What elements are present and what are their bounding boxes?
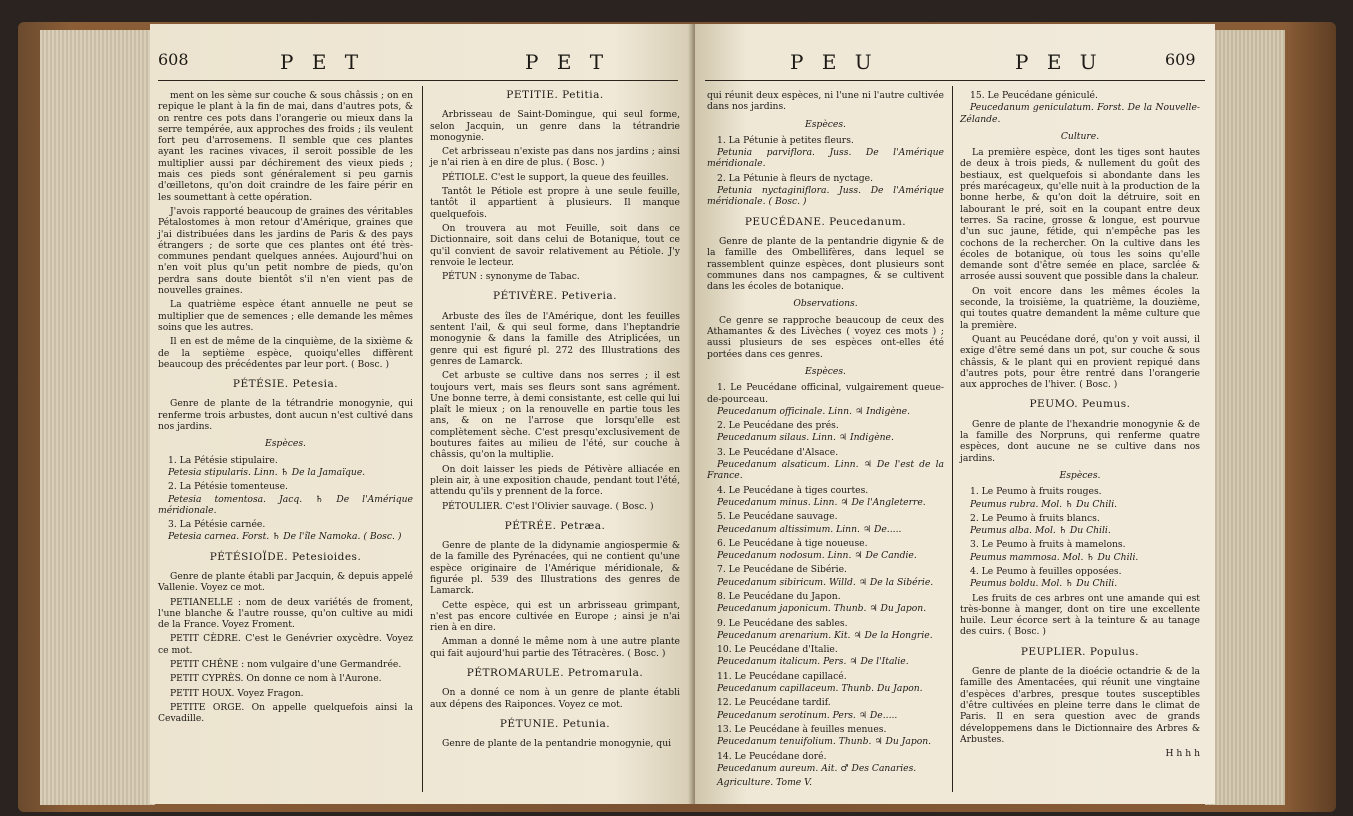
paragraph: Amman a donné le même nom à une autre plante qui fait aujourd'hui partie des Tétracères. ( Bosc. ) — [430, 636, 680, 659]
paragraph: La première espèce, dont les tiges sont hautes de deux à trois pieds, & nullement du goût des bestiaux, est quelquefois si abondante dans les prés marécageux, qu'elle nuit à la production de la bonne herbe, & qu'on doit la détruire, soit en labourant le pré, soit en la coupant entre deux terres. Sa racine, grosse & longue, est pourvue d'un suc jaune, fétide, qui n'empêche pas les cochons de la rechercher. On la cultive dans les écoles de botanique, où tous les soins qu'elle demande sont d'être semée en place, sarclée & arrosée aussi souvent que possible dans la chaleur. — [960, 147, 1200, 283]
species-name: 2. Le Peucédane des prés. — [717, 420, 839, 432]
column-rule — [422, 86, 423, 792]
species-name: 14. Le Peucédane doré. — [717, 750, 827, 762]
paragraph: Ce genre se rapproche beaucoup de ceux des Athamantes & des Livèches ( voyez ces mots ) ; aussi plusieurs de ses espèces ont-elles été portées dans ces genres. — [707, 314, 944, 360]
paragraph: Genre de plante de la dioécie octandrie & de la famille des Amentacées, qui réunit une vingtaine d'espèces d'arbres, presque toutes susceptibles d'être cultivées en pleine terre dans le climat de Paris. Il en sera question avec de grands développemens dans le Dictionnaire des Arbres & Arbustes. — [960, 666, 1200, 745]
paragraph: PETIT HOUX. Voyez Fragon. — [170, 687, 304, 699]
right-page-edges — [1205, 30, 1285, 805]
paragraph: Genre de plante établi par Jacquin, & depuis appelé Vallenie. Voyez ce mot. — [158, 570, 413, 594]
page-number-left: 608 — [158, 50, 189, 69]
entry-heading: PEUPLIER. Populus. — [1020, 645, 1140, 658]
species-latin: Peucedanum geniculatum. Forst. De la Nouvelle-Zélande. — [960, 102, 1200, 125]
entry-heading: PEUCÉDANE. Peucedanum. — [744, 215, 907, 228]
species-name: 7. Le Peucédane de Sibérie. — [717, 564, 847, 576]
species-name: 1. Le Peumo à fruits rouges. — [970, 486, 1102, 498]
paragraph: On a donné ce nom à un genre de plante établi aux dépens des Raiponces. Voyez ce mot. — [430, 687, 680, 710]
species-latin: Peucedanum capillaceum. Thunb. Du Japon. — [717, 683, 923, 695]
species-latin: Peucedanum sibiricum. Willd. ♃ De la Sibérie. — [717, 576, 934, 588]
species-latin: Petesia tomentosa. Jacq. ♄ De l'Amérique méridionale. — [158, 493, 413, 516]
paragraph: Il en est de même de la cinquième, de la sixième & de la septième espèce, quoiqu'elles diffèrent beaucoup des précédentes par leur port. ( Bosc. ) — [158, 336, 413, 370]
paragraph: Genre de plante de la tétrandrie monogynie, qui renferme trois arbustes, dont aucun n'est cultivé dans nos jardins. — [158, 398, 413, 433]
species-latin: Peucedanum minus. Linn. ♃ De l'Angleterre. — [717, 496, 926, 508]
species-name: 10. Le Peucédane d'Italie. — [717, 644, 838, 656]
header-rule — [158, 80, 678, 81]
species-name: 9. Le Peucédane des sables. — [717, 617, 848, 629]
paragraph: Cet arbuste se cultive dans nos serres ; il est toujours vert, mais ses fleurs sont sans agrément. Une bonne terre, à demi consistante, est celle qui lui plaît le mieux ; on la renouvelle en partie tous les ans, & on ne l'arrose que lorsqu'elle est complètement sèche. C'est presqu'exclusivement de boutures faites au milieu de l'été, sur couche à châssis, qu'on la multiplie. — [430, 370, 680, 461]
paragraph: On voit encore dans les mêmes écoles la seconde, la troisième, la quatrième, la douzième, qui toutes quatre demandent la même culture que la première. — [960, 285, 1200, 331]
entry-heading: PÉTÉSIOÏDE. Petesioides. — [209, 550, 362, 563]
header-rule — [705, 80, 1205, 81]
paragraph: Genre de plante de la pentandrie digynie & de la famille des Ombellifères, dans lequel se rassemblent quinze espèces, dont plusieurs sont communes dans nos campagnes, & se cultivent dans les écoles de botanique. — [707, 235, 944, 293]
species-name: 12. Le Peucédane tardif. — [717, 697, 831, 709]
paragraph: PÉTOULIER. C'est l'Olivier sauvage. ( Bosc. ) — [442, 500, 654, 512]
species-name: 8. Le Peucédane du Japon. — [717, 590, 841, 602]
species-latin: Peumus boldu. Mol. ♄ Du Chili. — [970, 578, 1118, 590]
paragraph: PETIT CÈDRE. C'est le Genévrier oxycèdre. Voyez ce mot. — [158, 633, 413, 656]
species-name: 2. La Pétésie tomenteuse. — [168, 481, 288, 493]
left-column-2 — [430, 90, 680, 794]
paragraph: Tantôt le Pétiole est propre à une seule feuille, tantôt il appartient à plusieurs. Il manque quelquefois. — [430, 186, 680, 220]
signature-mark: H h h h — [1165, 748, 1200, 760]
paragraph: PETIT CYPRÈS. On donne ce nom à l'Aurone. — [170, 673, 382, 685]
running-head-right-b: P E U — [1015, 50, 1103, 74]
species-name: 3. La Pétésie carnée. — [168, 519, 266, 531]
paragraph: Arbrisseau de Saint-Domingue, qui seul forme, selon Jacquin, un genre dans la tétrandrie monogynie. — [430, 109, 680, 143]
species-latin: Petunia nyctaginiflora. Juss. De l'Amérique méridionale. ( Bosc. ) — [707, 185, 944, 208]
paragraph: Genre de plante de la didynamie angiospermie & de la famille des Pyrénacées, qui ne contient qu'une espèce originaire de l'Amérique méridionale, & figurée pl. 539 des Illustrations des genres de Lamarck. — [430, 540, 680, 597]
left-page — [150, 24, 695, 804]
left-column-1 — [158, 90, 413, 794]
species-latin: Peucedanum serotinum. Pers. ♃ De..... — [717, 709, 898, 721]
species-latin: Petesia carnea. Forst. ♄ De l'île Namoka. ( Bosc. ) — [168, 531, 402, 543]
species-name: 15. Le Peucédane géniculé. — [970, 90, 1098, 101]
entry-heading: PÉTRÉE. Petræa. — [504, 519, 606, 532]
entry-heading: PEUMO. Peumus. — [1029, 398, 1131, 411]
entry-heading: PÉTUNIE. Petunia. — [499, 717, 611, 730]
species-latin: Peumus rubra. Mol. ♄ Du Chili. — [970, 498, 1118, 510]
paragraph: PETIT CHÊNE : nom vulgaire d'une Germandrée. — [170, 659, 402, 671]
entry-heading: PÉTIVÈRE. Petiveria. — [493, 290, 617, 303]
species-name: 4. Le Peucédane à tiges courtes. — [717, 484, 869, 496]
species-name: 1. Le Peucédane officinal, vulgairement queue-de-pourceau. — [707, 382, 944, 405]
species-latin: Petunia parviflora. Juss. De l'Amérique méridionale. — [707, 147, 944, 170]
paragraph: PETIANELLE : nom de deux variétés de froment, l'une blanche & l'autre rousse, qu'on cultive au midi de la France. Voyez Froment. — [158, 596, 413, 631]
paragraph: On doit laisser les pieds de Pétivère alliacée en plein air, à une exposition chaude, pendant tout l'été, attendu qu'ils y prennent de la force. — [430, 463, 680, 498]
species-name: 1. La Pétunie à petites fleurs. — [717, 134, 854, 146]
section-label: Observations. — [793, 298, 858, 310]
paragraph: La quatrième espèce étant annuelle ne peut se multiplier que de semences ; elle demande les mêmes soins que les autres. — [158, 299, 413, 333]
paragraph: Quant au Peucédane doré, qu'on y voit aussi, il exige d'être semé dans un pot, sur couche & sous châssis, & le plant qui en provient repiqué dans d'autres pots, pour être rentré dans l'orangerie aux approches de l'hiver. ( Bosc. ) — [960, 333, 1200, 391]
species-latin: Peucedanum japonicum. Thunb. ♃ Du Japon. — [717, 603, 927, 615]
page-number-right: 609 — [1165, 50, 1196, 69]
species-latin: Peumus mammosa. Mol. ♄ Du Chili. — [970, 551, 1139, 563]
entry-heading: PÉTROMARULE. Petromarula. — [466, 667, 644, 680]
paragraph: qui réunit deux espèces, ni l'une ni l'autre cultivée dans nos jardins. — [707, 90, 944, 113]
column-rule — [952, 86, 953, 792]
paragraph: Les fruits de ces arbres ont une amande qui est très-bonne à manger, dont on tire une excellente huile. Leur écorce sert à la teinture & au tanage des cuirs. ( Bosc. ) — [960, 592, 1200, 638]
paragraph: Cette espèce, qui est un arbrisseau grimpant, n'est pas encore cultivée en Europe ; ainsi je n'ai rien à en dire. — [430, 599, 680, 634]
paragraph: PÉTIOLE. C'est le support, la queue des feuilles. — [442, 171, 669, 183]
paragraph: Genre de plante de la pentandrie monogynie, qui — [442, 738, 672, 750]
volume-footer: Agriculture. Tome V. — [717, 777, 813, 789]
running-head-left-a: P E T — [280, 50, 365, 74]
species-latin: Peucedanum nodosum. Linn. ♃ De Candie. — [717, 550, 917, 562]
paragraph: Arbuste des îles de l'Amérique, dont les feuilles sentent l'ail, & qui seul forme, dans l'heptandrie monogynie & dans la famille des Atriplicées, un genre qui est figuré pl. 272 des Illustrations des genres de Lamarck. — [430, 310, 680, 367]
species-name: 4. Le Peumo à feuilles opposées. — [970, 565, 1122, 577]
section-label: Espèces. — [805, 365, 846, 377]
section-label: Espèces. — [805, 118, 846, 130]
species-name: 1. La Pétésie stipulaire. — [168, 454, 278, 466]
species-latin: Peucedanum aureum. Ait. ♂ Des Canaries. — [717, 762, 917, 774]
running-head-left-b: P E T — [525, 50, 610, 74]
paragraph: J'avois rapporté beaucoup de graines des véritables Pétalostomes à mon retour d'Amérique, graines que j'ai distribuées dans les jardins de Paris & des pays étrangers ; de sorte que ces plantes ont été très-communes pendant quelques années. Aujourd'hui on n'en voit plus qu'un petit nombre de pieds, qu'on perdra sans doute bientôt s'il n'en vient pas de nouvelles graines. — [158, 205, 413, 297]
species-name: 11. Le Peucédane capillacé. — [717, 670, 847, 682]
paragraph: On trouvera au mot Feuille, soit dans ce Dictionnaire, soit dans celui de Botanique, tout ce qu'il convient de savoir relativement au Pétiole. J'y renvoie le lecteur. — [430, 222, 680, 268]
species-name: 2. Le Peumo à fruits blancs. — [970, 512, 1100, 524]
right-page — [695, 24, 1215, 804]
species-latin: Peucedanum officinale. Linn. ♃ Indigène. — [717, 405, 911, 417]
section-label: Espèces. — [265, 438, 306, 450]
species-latin: Peucedanum tenuifolium. Thunb. ♃ Du Japon. — [717, 736, 932, 748]
species-name: 3. Le Peumo à fruits à mamelons. — [970, 539, 1126, 551]
species-latin: Petesia stipularis. Linn. ♄ De la Jamaïque. — [168, 466, 366, 478]
entry-heading: PÉTÉSIE. Petesia. — [232, 378, 339, 391]
section-label: Culture. — [1060, 130, 1100, 142]
entry-heading: PETITIE. Petitia. — [506, 89, 604, 101]
paragraph: Cet arbrisseau n'existe pas dans nos jardins ; ainsi je n'ai rien à en dire de plus. ( Bosc. ) — [430, 146, 680, 169]
running-head-right-a: P E U — [790, 50, 878, 74]
species-name: 5. Le Peucédane sauvage. — [717, 511, 838, 523]
right-column-1 — [707, 90, 944, 794]
paragraph: ment on les sème sur couche & sous châssis ; on en repique le plant à la fin de mai, dans d'autres pots, & on rentre ces pots dans l'orangerie ou mieux dans la serre tempérée, aux approches des froids ; ils veulent fort peu d'arrosemens. Il semble que ces plantes ayant les racines vivaces, il seroit possible de les multiplier aussi par déchirement des vieux pieds ; mais ces pieds sont généralement si peu garnis d'œilletons, qu'on doit craindre de les faire périr en les soumettant à cette opération. — [158, 90, 413, 203]
section-label: Espèces. — [1059, 469, 1101, 481]
paragraph: PETITE ORGE. On appelle quelquefois ainsi la Cevadille. — [158, 701, 413, 725]
paragraph: Genre de plante de l'hexandrie monogynie & de la famille des Norpruns, qui renferme quatre espèces, dont aucune ne se cultive dans nos jardins. — [960, 418, 1200, 464]
right-column-2 — [960, 90, 1200, 794]
left-page-edges — [40, 30, 155, 805]
species-name: 3. Le Peucédane d'Alsace. — [717, 446, 839, 458]
species-latin: Peucedanum arenarium. Kit. ♃ De la Hongrie. — [717, 629, 933, 641]
species-latin: Peucedanum italicum. Pers. ♃ De l'Italie. — [717, 656, 909, 668]
species-latin: Peucedanum alsaticum. Linn. ♃ De l'est de la France. — [707, 459, 944, 482]
species-latin: Peucedanum altissimum. Linn. ♃ De..... — [717, 523, 902, 535]
paragraph: PÉTUN : synonyme de Tabac. — [442, 271, 580, 283]
species-latin: Peumus alba. Mol. ♄ Du Chili. — [970, 525, 1111, 537]
species-name: 13. Le Peucédane à feuilles menues. — [717, 723, 887, 735]
species-latin: Peucedanum silaus. Linn. ♃ Indigène. — [717, 432, 894, 444]
species-name: 2. La Pétunie à fleurs de nyctage. — [717, 172, 874, 184]
species-name: 6. Le Peucédane à tige noueuse. — [717, 537, 868, 549]
